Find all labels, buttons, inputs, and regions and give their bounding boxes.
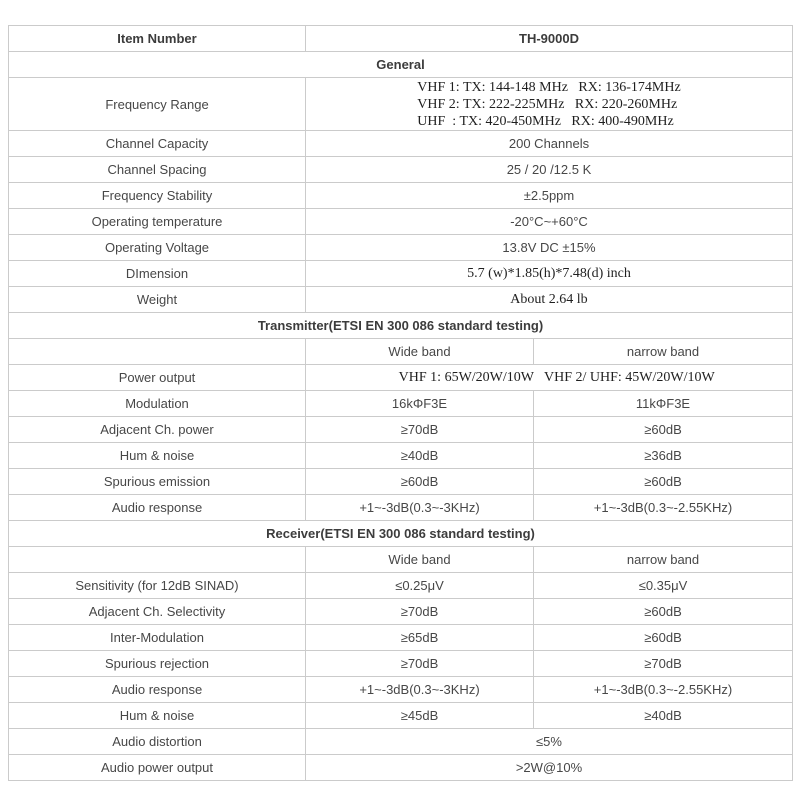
label-rx-audio-response: Audio response bbox=[9, 677, 306, 703]
value-operating-temperature: -20°C~+60°C bbox=[306, 209, 793, 235]
value-sensitivity-wide: ≤0.25μV bbox=[306, 573, 534, 599]
label-frequency-range: Frequency Range bbox=[9, 78, 306, 131]
value-inter-modulation-wide: ≥65dB bbox=[306, 625, 534, 651]
value-power-output bbox=[306, 365, 793, 391]
row-spurious-rejection bbox=[9, 651, 793, 677]
label-operating-voltage: Operating Voltage bbox=[9, 235, 306, 261]
row-operating-temperature bbox=[9, 209, 793, 235]
label-operating-temperature: Operating temperature bbox=[9, 209, 306, 235]
value-audio-power-output: >2W@10% bbox=[306, 755, 793, 781]
value-frequency-stability: ±2.5ppm bbox=[306, 183, 793, 209]
label-channel-capacity: Channel Capacity bbox=[9, 131, 306, 157]
row-channel-spacing bbox=[9, 157, 793, 183]
value-weight: About 2.64 lb bbox=[306, 287, 793, 313]
value-rx-hum-noise-wide: ≥45dB bbox=[306, 703, 534, 729]
section-row-receiver bbox=[9, 521, 793, 547]
value-inter-modulation-narrow: ≥60dB bbox=[534, 625, 793, 651]
row-frequency-stability bbox=[9, 183, 793, 209]
label-inter-modulation: Inter-Modulation bbox=[9, 625, 306, 651]
value-audio-distortion: ≤5% bbox=[306, 729, 793, 755]
frequency-line-vhf2: VHF 2: TX: 222-225MHz RX: 220-260MHz bbox=[417, 96, 678, 112]
label-tx-hum-noise: Hum & noise bbox=[9, 443, 306, 469]
section-row-general bbox=[9, 52, 793, 78]
row-rx-hum-noise bbox=[9, 703, 793, 729]
empty-cell bbox=[9, 339, 306, 365]
section-row-transmitter bbox=[9, 313, 793, 339]
value-adjacent-ch-power-narrow: ≥60dB bbox=[534, 417, 793, 443]
section-title-receiver: Receiver(ETSI EN 300 086 standard testing) bbox=[9, 521, 793, 547]
row-weight bbox=[9, 287, 793, 313]
value-tx-audio-response-narrow: +1~-3dB(0.3~-2.55KHz) bbox=[534, 495, 793, 521]
power-output-values bbox=[310, 370, 788, 386]
label-tx-audio-response: Audio response bbox=[9, 495, 306, 521]
value-tx-hum-noise-narrow: ≥36dB bbox=[534, 443, 793, 469]
row-frequency-range bbox=[9, 78, 793, 131]
header-model-name: TH-9000D bbox=[306, 26, 793, 52]
label-sensitivity: Sensitivity (for 12dB SINAD) bbox=[9, 573, 306, 599]
row-spurious-emission bbox=[9, 469, 793, 495]
label-power-output: Power output bbox=[9, 365, 306, 391]
value-modulation-wide: 16kΦF3E bbox=[306, 391, 534, 417]
value-frequency-range bbox=[306, 78, 793, 131]
power-output-wide: VHF 1: 65W/20W/10W bbox=[398, 369, 534, 385]
row-tx-audio-response bbox=[9, 495, 793, 521]
value-adjacent-ch-selectivity-wide: ≥70dB bbox=[306, 599, 534, 625]
tx-band-narrow-label: narrow band bbox=[534, 339, 793, 365]
frequency-line-vhf1: VHF 1: TX: 144-148 MHz RX: 136-174MHz bbox=[417, 79, 681, 95]
row-inter-modulation bbox=[9, 625, 793, 651]
value-tx-hum-noise-wide: ≥40dB bbox=[306, 443, 534, 469]
power-output-narrow: VHF 2/ UHF: 45W/20W/10W bbox=[544, 369, 715, 385]
value-sensitivity-narrow: ≤0.35μV bbox=[534, 573, 793, 599]
tx-band-wide-label: Wide band bbox=[306, 339, 534, 365]
frequency-line-uhf: UHF : TX: 420-450MHz RX: 400-490MHz bbox=[417, 113, 674, 129]
section-title-general: General bbox=[9, 52, 793, 78]
label-dimension: DImension bbox=[9, 261, 306, 287]
value-dimension: 5.7 (w)*1.85(h)*7.48(d) inch bbox=[306, 261, 793, 287]
row-band-header-receiver bbox=[9, 547, 793, 573]
value-operating-voltage: 13.8V DC ±15% bbox=[306, 235, 793, 261]
value-spurious-rejection-narrow: ≥70dB bbox=[534, 651, 793, 677]
rx-band-wide-label: Wide band bbox=[306, 547, 534, 573]
value-spurious-emission-wide: ≥60dB bbox=[306, 469, 534, 495]
label-weight: Weight bbox=[9, 287, 306, 313]
row-tx-hum-noise bbox=[9, 443, 793, 469]
value-channel-spacing: 25 / 20 /12.5 K bbox=[306, 157, 793, 183]
value-modulation-narrow: 11kΦF3E bbox=[534, 391, 793, 417]
label-spurious-emission: Spurious emission bbox=[9, 469, 306, 495]
row-audio-power-output bbox=[9, 755, 793, 781]
value-spurious-rejection-wide: ≥70dB bbox=[306, 651, 534, 677]
label-modulation: Modulation bbox=[9, 391, 306, 417]
label-adjacent-ch-power: Adjacent Ch. power bbox=[9, 417, 306, 443]
label-rx-hum-noise: Hum & noise bbox=[9, 703, 306, 729]
value-spurious-emission-narrow: ≥60dB bbox=[534, 469, 793, 495]
row-sensitivity bbox=[9, 573, 793, 599]
row-channel-capacity bbox=[9, 131, 793, 157]
empty-cell bbox=[9, 547, 306, 573]
label-adjacent-ch-selectivity: Adjacent Ch. Selectivity bbox=[9, 599, 306, 625]
label-spurious-rejection: Spurious rejection bbox=[9, 651, 306, 677]
header-item-number: Item Number bbox=[9, 26, 306, 52]
frequency-range-block bbox=[417, 79, 680, 130]
table-header-row bbox=[9, 26, 793, 52]
row-band-header-transmitter bbox=[9, 339, 793, 365]
row-audio-distortion bbox=[9, 729, 793, 755]
value-channel-capacity: 200 Channels bbox=[306, 131, 793, 157]
value-rx-audio-response-narrow: +1~-3dB(0.3~-2.55KHz) bbox=[534, 677, 793, 703]
row-power-output bbox=[9, 365, 793, 391]
value-rx-hum-noise-narrow: ≥40dB bbox=[534, 703, 793, 729]
section-title-transmitter: Transmitter(ETSI EN 300 086 standard testing) bbox=[9, 313, 793, 339]
row-rx-audio-response bbox=[9, 677, 793, 703]
label-channel-spacing: Channel Spacing bbox=[9, 157, 306, 183]
row-adjacent-ch-selectivity bbox=[9, 599, 793, 625]
value-tx-audio-response-wide: +1~-3dB(0.3~-3KHz) bbox=[306, 495, 534, 521]
spec-table bbox=[8, 25, 793, 781]
row-adjacent-ch-power bbox=[9, 417, 793, 443]
row-operating-voltage bbox=[9, 235, 793, 261]
rx-band-narrow-label: narrow band bbox=[534, 547, 793, 573]
value-rx-audio-response-wide: +1~-3dB(0.3~-3KHz) bbox=[306, 677, 534, 703]
value-adjacent-ch-power-wide: ≥70dB bbox=[306, 417, 534, 443]
value-adjacent-ch-selectivity-narrow: ≥60dB bbox=[534, 599, 793, 625]
label-audio-power-output: Audio power output bbox=[9, 755, 306, 781]
row-modulation bbox=[9, 391, 793, 417]
label-audio-distortion: Audio distortion bbox=[9, 729, 306, 755]
label-frequency-stability: Frequency Stability bbox=[9, 183, 306, 209]
row-dimension bbox=[9, 261, 793, 287]
